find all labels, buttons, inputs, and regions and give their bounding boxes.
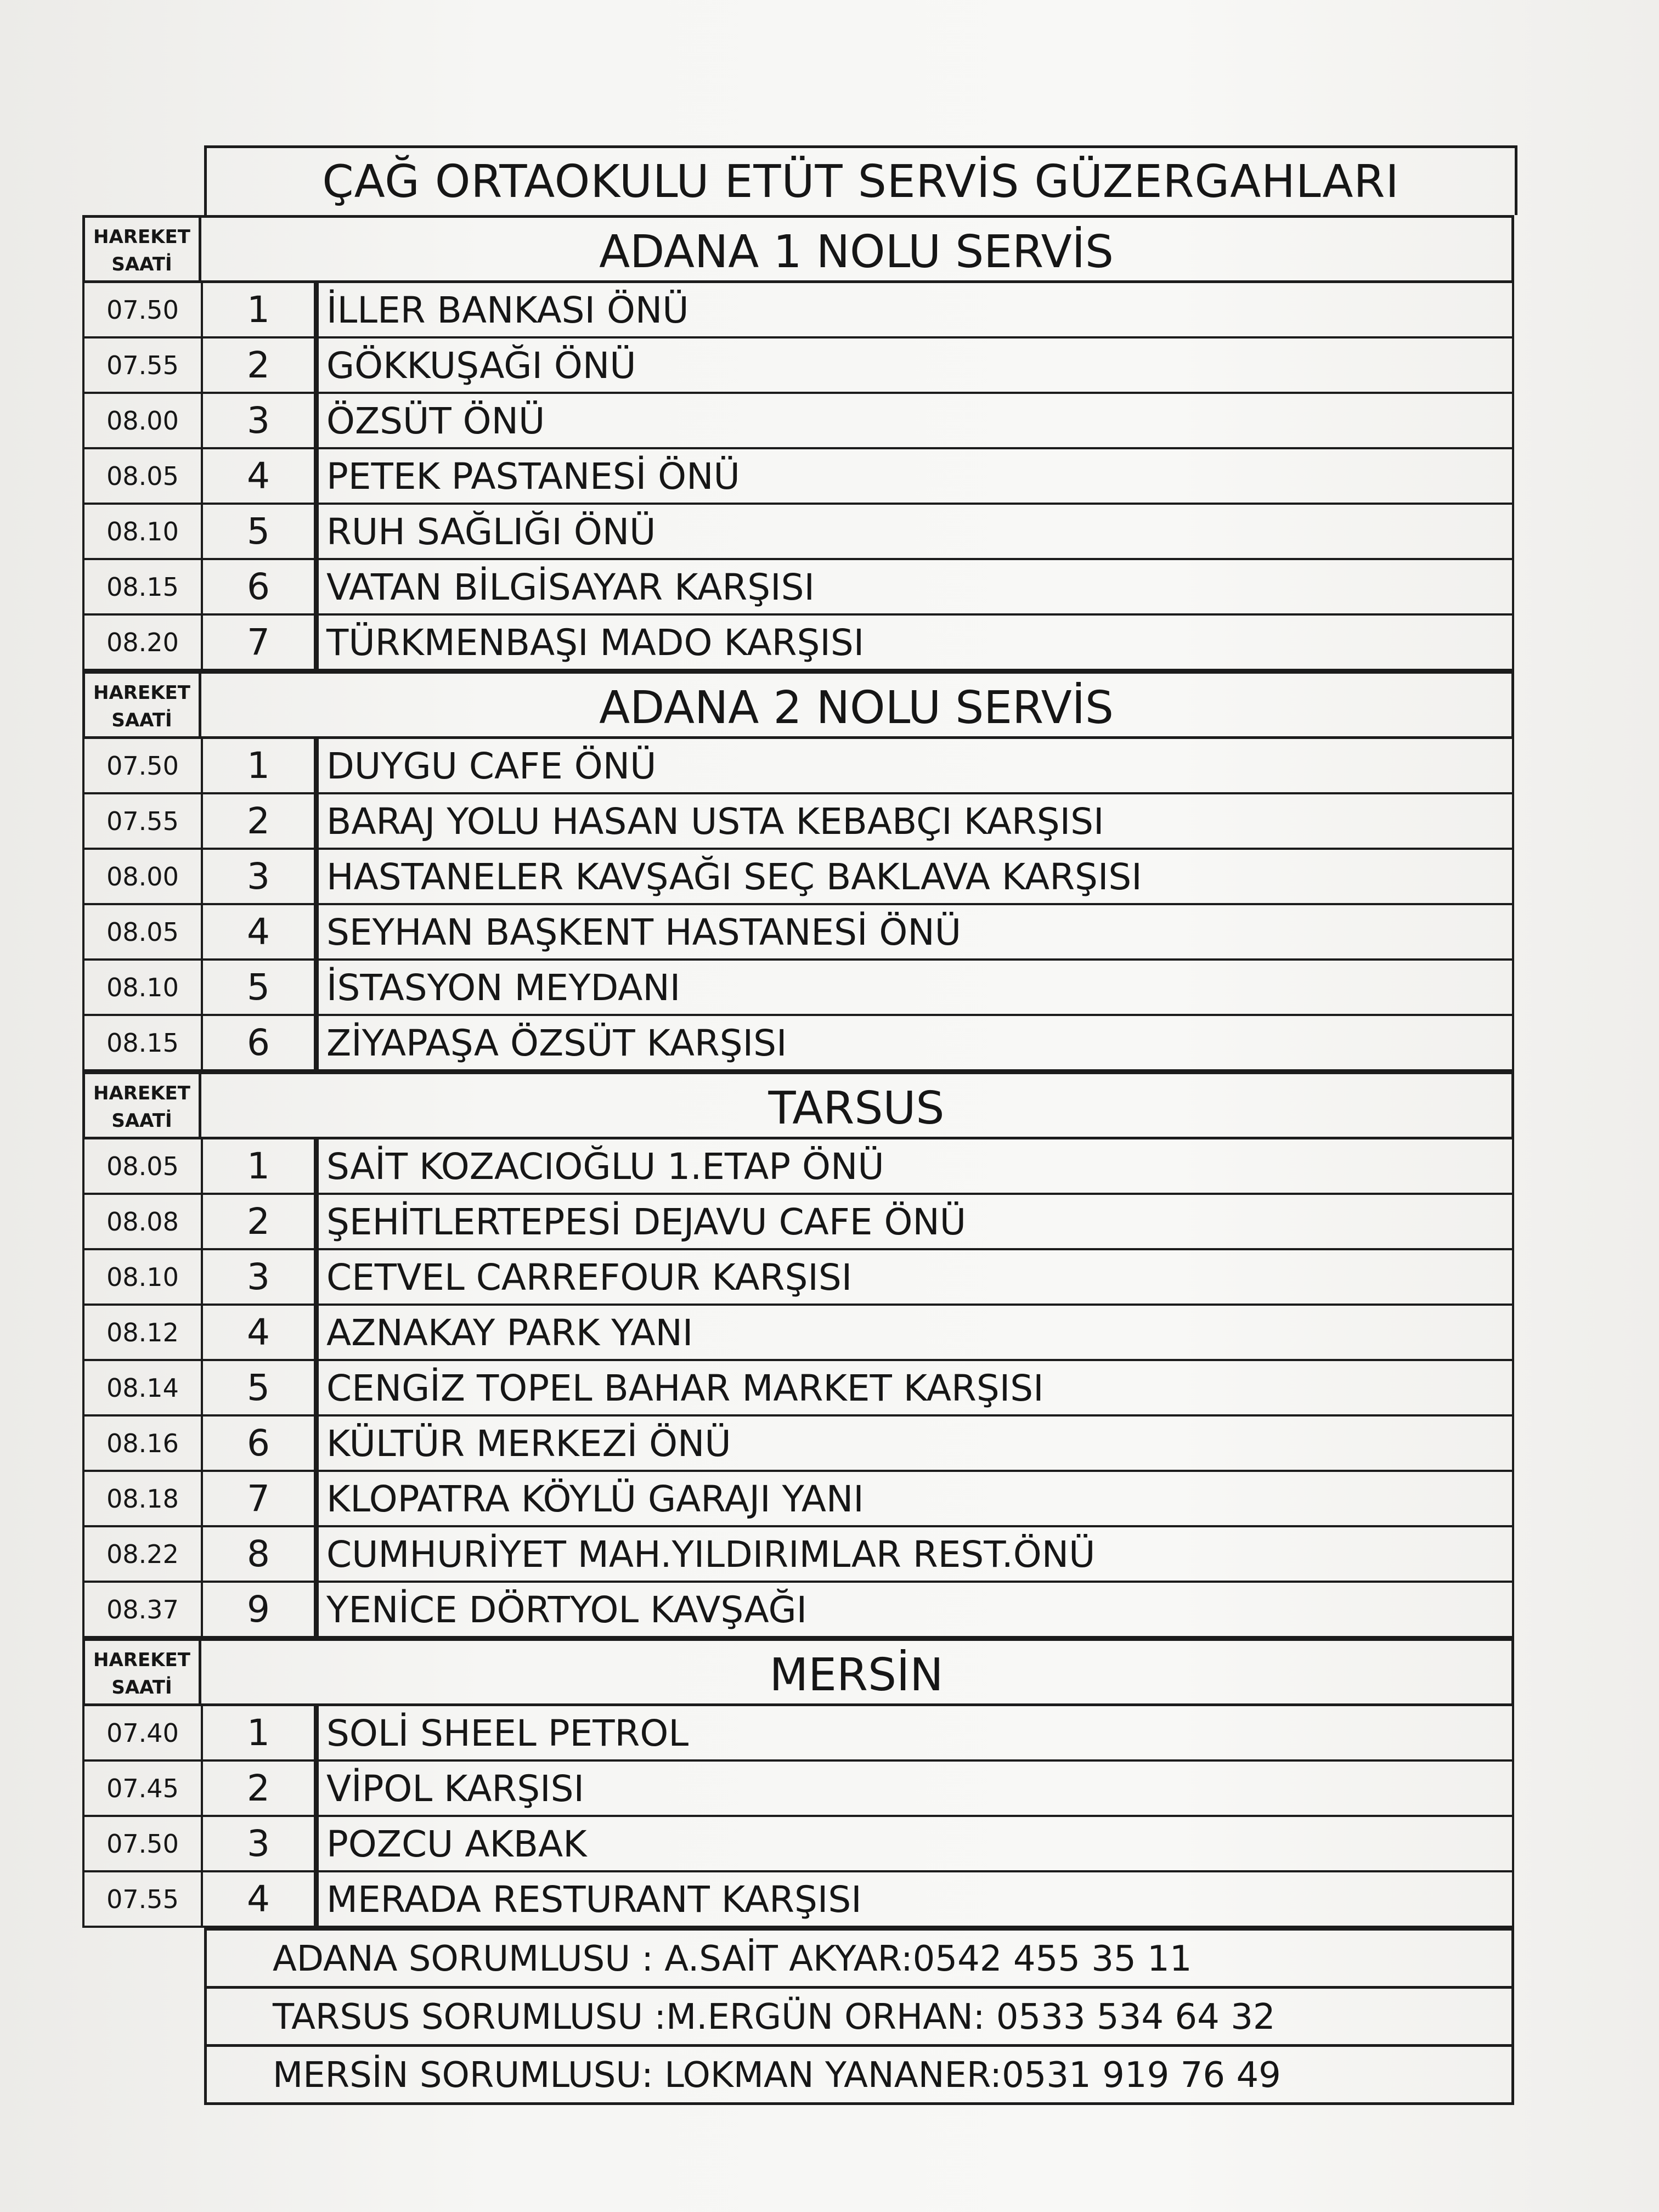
stop-location: SAİT KOZACIOĞLU 1.ETAP ÖNÜ xyxy=(316,1139,1514,1195)
table-row xyxy=(82,905,1514,961)
schedule-table xyxy=(82,145,1514,2105)
stop-number: 1 xyxy=(203,1139,316,1195)
hareket-label: HAREKET xyxy=(93,1082,190,1104)
sections-container xyxy=(82,215,1514,1928)
stop-number: 6 xyxy=(203,560,316,616)
stop-location: RUH SAĞLIĞI ÖNÜ xyxy=(316,505,1514,560)
table-row xyxy=(82,616,1514,671)
stop-number: 2 xyxy=(203,338,316,394)
contact-tarsus: TARSUS SORUMLUSU :M.ERGÜN ORHAN: 0533 534 64 32 xyxy=(204,1989,1514,2047)
contacts-footer xyxy=(204,1928,1514,2105)
table-row xyxy=(82,1706,1514,1762)
stop-location: MERADA RESTURANT KARŞISI xyxy=(316,1872,1514,1928)
departure-time: 07.55 xyxy=(82,794,203,850)
section-title: ADANA 2 NOLU SERVİS xyxy=(199,671,1514,739)
stop-location: BARAJ YOLU HASAN USTA KEBABÇI KARŞISI xyxy=(316,794,1514,850)
stop-location: KÜLTÜR MERKEZİ ÖNÜ xyxy=(316,1417,1514,1472)
table-row xyxy=(82,394,1514,449)
stop-number: 6 xyxy=(203,1417,316,1472)
stop-location: GÖKKUŞAĞI ÖNÜ xyxy=(316,338,1514,394)
table-row xyxy=(82,1817,1514,1872)
stop-number: 3 xyxy=(203,850,316,905)
departure-time: 08.10 xyxy=(82,961,203,1016)
stop-location: TÜRKMENBAŞI MADO KARŞISI xyxy=(316,616,1514,671)
stop-number: 2 xyxy=(203,794,316,850)
table-row xyxy=(82,850,1514,905)
stop-location: AZNAKAY PARK YANI xyxy=(316,1306,1514,1361)
hareket-saati-label xyxy=(82,215,199,283)
departure-time: 08.00 xyxy=(82,394,203,449)
table-row xyxy=(82,1417,1514,1472)
departure-time: 08.10 xyxy=(82,505,203,560)
section-title: TARSUS xyxy=(199,1071,1514,1139)
departure-time: 07.55 xyxy=(82,338,203,394)
stop-location: HASTANELER KAVŞAĞI SEÇ BAKLAVA KARŞISI xyxy=(316,850,1514,905)
stop-location: DUYGU CAFE ÖNÜ xyxy=(316,739,1514,794)
stop-location: SOLİ SHEEL PETROL xyxy=(316,1706,1514,1762)
hareket-label: HAREKET xyxy=(93,226,190,248)
stop-location: KLOPATRA KÖYLÜ GARAJI YANI xyxy=(316,1472,1514,1527)
section-header xyxy=(82,1071,1514,1139)
departure-time: 07.55 xyxy=(82,1872,203,1928)
departure-time: 07.45 xyxy=(82,1762,203,1817)
table-row xyxy=(82,560,1514,616)
departure-time: 08.08 xyxy=(82,1195,203,1250)
table-row xyxy=(82,505,1514,560)
hareket-saati-label xyxy=(82,671,199,739)
stop-location: YENİCE DÖRTYOL KAVŞAĞI xyxy=(316,1583,1514,1638)
departure-time: 08.14 xyxy=(82,1361,203,1417)
contact-mersin: MERSİN SORUMLUSU: LOKMAN YANANER:0531 919 76 49 xyxy=(204,2047,1514,2105)
stop-number: 1 xyxy=(203,283,316,338)
table-row xyxy=(82,1472,1514,1527)
departure-time: 08.12 xyxy=(82,1306,203,1361)
stop-location: CENGİZ TOPEL BAHAR MARKET KARŞISI xyxy=(316,1361,1514,1417)
table-row xyxy=(82,1762,1514,1817)
saati-label: SAATİ xyxy=(111,1677,172,1699)
stop-number: 1 xyxy=(203,1706,316,1762)
stop-number: 5 xyxy=(203,1361,316,1417)
stop-location: ŞEHİTLERTEPESİ DEJAVU CAFE ÖNÜ xyxy=(316,1195,1514,1250)
departure-time: 07.50 xyxy=(82,283,203,338)
table-row xyxy=(82,1527,1514,1583)
stop-location: ÖZSÜT ÖNÜ xyxy=(316,394,1514,449)
table-row xyxy=(82,1016,1514,1071)
stop-number: 2 xyxy=(203,1762,316,1817)
table-row xyxy=(82,961,1514,1016)
departure-time: 07.50 xyxy=(82,1817,203,1872)
departure-time: 08.10 xyxy=(82,1250,203,1306)
stop-number: 4 xyxy=(203,905,316,961)
table-row xyxy=(82,1195,1514,1250)
table-row xyxy=(82,283,1514,338)
departure-time: 08.37 xyxy=(82,1583,203,1638)
table-row xyxy=(82,338,1514,394)
stop-number: 3 xyxy=(203,1250,316,1306)
table-row xyxy=(82,1361,1514,1417)
section-header xyxy=(82,671,1514,739)
stop-number: 2 xyxy=(203,1195,316,1250)
stop-number: 5 xyxy=(203,961,316,1016)
table-row xyxy=(82,1872,1514,1928)
stop-location: VİPOL KARŞISI xyxy=(316,1762,1514,1817)
departure-time: 08.05 xyxy=(82,1139,203,1195)
departure-time: 08.18 xyxy=(82,1472,203,1527)
stop-location: PETEK PASTANESİ ÖNÜ xyxy=(316,449,1514,505)
document-title: ÇAĞ ORTAOKULU ETÜT SERVİS GÜZERGAHLARI xyxy=(204,145,1517,215)
departure-time: 08.22 xyxy=(82,1527,203,1583)
stop-number: 4 xyxy=(203,1306,316,1361)
stop-number: 7 xyxy=(203,1472,316,1527)
departure-time: 08.20 xyxy=(82,616,203,671)
stop-number: 3 xyxy=(203,1817,316,1872)
saati-label: SAATİ xyxy=(111,1110,172,1132)
stop-location: CUMHURİYET MAH.YILDIRIMLAR REST.ÖNÜ xyxy=(316,1527,1514,1583)
section-title: ADANA 1 NOLU SERVİS xyxy=(199,215,1514,283)
table-row xyxy=(82,1583,1514,1638)
departure-time: 07.40 xyxy=(82,1706,203,1762)
table-row xyxy=(82,449,1514,505)
stop-number: 5 xyxy=(203,505,316,560)
stop-location: SEYHAN BAŞKENT HASTANESİ ÖNÜ xyxy=(316,905,1514,961)
stop-location: POZCU AKBAK xyxy=(316,1817,1514,1872)
saati-label: SAATİ xyxy=(111,253,172,275)
stop-number: 3 xyxy=(203,394,316,449)
table-row xyxy=(82,1139,1514,1195)
stop-location: VATAN BİLGİSAYAR KARŞISI xyxy=(316,560,1514,616)
table-row xyxy=(82,794,1514,850)
stop-location: İSTASYON MEYDANI xyxy=(316,961,1514,1016)
departure-time: 08.05 xyxy=(82,449,203,505)
stop-location: CETVEL CARREFOUR KARŞISI xyxy=(316,1250,1514,1306)
hareket-saati-label xyxy=(82,1638,199,1706)
stop-number: 4 xyxy=(203,1872,316,1928)
table-row xyxy=(82,1250,1514,1306)
table-row xyxy=(82,739,1514,794)
departure-time: 08.15 xyxy=(82,560,203,616)
contact-adana: ADANA SORUMLUSU : A.SAİT AKYAR:0542 455 35 11 xyxy=(204,1928,1514,1989)
departure-time: 07.50 xyxy=(82,739,203,794)
departure-time: 08.15 xyxy=(82,1016,203,1071)
departure-time: 08.16 xyxy=(82,1417,203,1472)
section-title: MERSİN xyxy=(199,1638,1514,1706)
stop-location: İLLER BANKASI ÖNÜ xyxy=(316,283,1514,338)
stop-number: 4 xyxy=(203,449,316,505)
departure-time: 08.05 xyxy=(82,905,203,961)
stop-number: 6 xyxy=(203,1016,316,1071)
saati-label: SAATİ xyxy=(111,709,172,731)
hareket-label: HAREKET xyxy=(93,1649,190,1671)
stop-number: 8 xyxy=(203,1527,316,1583)
table-row xyxy=(82,1306,1514,1361)
section-header xyxy=(82,215,1514,283)
hareket-saati-label xyxy=(82,1071,199,1139)
stop-number: 9 xyxy=(203,1583,316,1638)
hareket-label: HAREKET xyxy=(93,682,190,704)
departure-time: 08.00 xyxy=(82,850,203,905)
section-header xyxy=(82,1638,1514,1706)
stop-location: ZİYAPAŞA ÖZSÜT KARŞISI xyxy=(316,1016,1514,1071)
stop-number: 1 xyxy=(203,739,316,794)
stop-number: 7 xyxy=(203,616,316,671)
